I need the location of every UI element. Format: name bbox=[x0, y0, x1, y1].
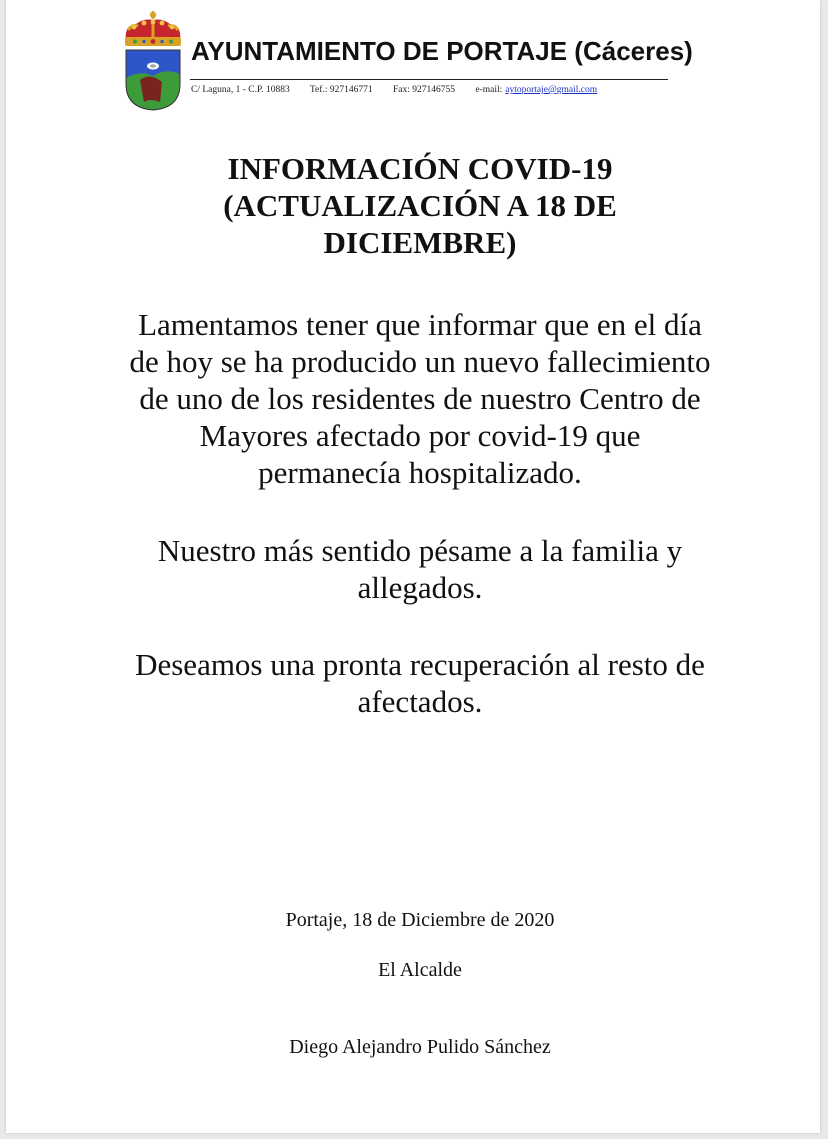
contact-line bbox=[191, 85, 597, 95]
paragraph-line: permanecía hospitalizado. bbox=[258, 455, 582, 490]
document-page bbox=[6, 0, 820, 1133]
paragraph-line: Mayores afectado por covid-19 que bbox=[199, 418, 641, 453]
title-line: DICIEMBRE) bbox=[323, 225, 517, 260]
signer-name: Diego Alejandro Pulido Sánchez bbox=[289, 1036, 551, 1058]
fax-text: Fax: 927146755 bbox=[392, 85, 455, 95]
recovery-wishes-paragraph bbox=[106, 646, 734, 720]
paragraph-line: de hoy se ha producido un nuevo fallecimiento bbox=[129, 344, 711, 379]
paragraph-line: Nuestro más sentido pésame a la familia y bbox=[157, 533, 683, 568]
signer-role: El Alcalde bbox=[378, 959, 462, 981]
email-label: e-mail: bbox=[475, 85, 503, 95]
email-link[interactable]: aytoportaje@gmail.com bbox=[505, 85, 598, 95]
paragraph-line: Lamentamos tener que informar que en el día bbox=[138, 307, 702, 342]
coat-of-arms-icon bbox=[120, 10, 186, 114]
announcement-paragraph bbox=[106, 306, 734, 491]
title-line: INFORMACIÓN COVID-19 bbox=[227, 151, 613, 186]
document-title bbox=[126, 150, 714, 261]
crown-icon bbox=[125, 11, 181, 46]
paragraph-line: Deseamos una pronta recuperación al resto de bbox=[135, 647, 705, 682]
address-text: C/ Laguna, 1 - C.P. 10883 bbox=[191, 85, 290, 95]
place-date: Portaje, 18 de Diciembre de 2020 bbox=[285, 909, 555, 931]
condolence-paragraph bbox=[106, 532, 734, 606]
paragraph-line: afectados. bbox=[357, 684, 483, 719]
shield-icon bbox=[126, 50, 180, 110]
paragraph-line: allegados. bbox=[357, 570, 483, 605]
header-divider bbox=[190, 79, 668, 80]
municipality-title: AYUNTAMIENTO DE PORTAJE (Cáceres) bbox=[191, 36, 693, 66]
title-line: (ACTUALIZACIÓN A 18 DE bbox=[223, 188, 617, 223]
paragraph-line: de uno de los residentes de nuestro Centro de bbox=[139, 381, 701, 416]
phone-text: Tef.: 927146771 bbox=[309, 85, 373, 95]
